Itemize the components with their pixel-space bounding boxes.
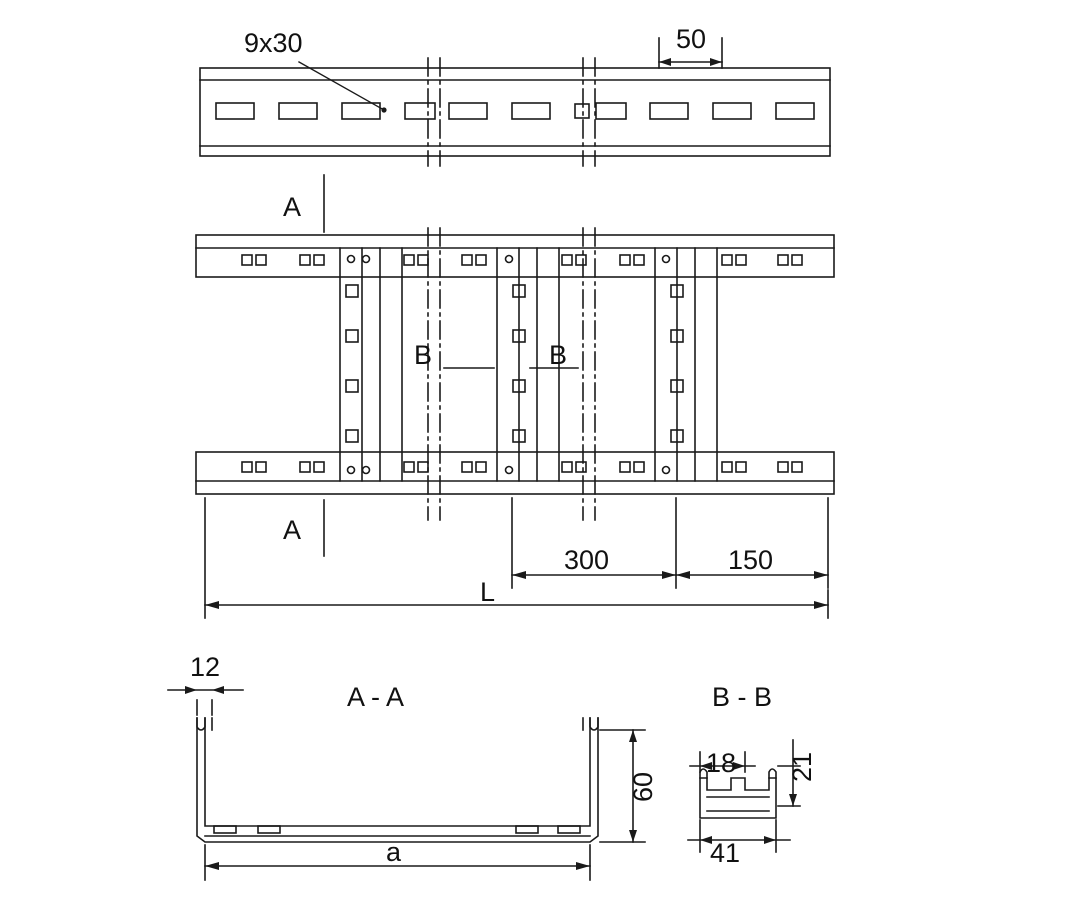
- label-section-aa-title: A - A: [347, 682, 405, 712]
- plan-rung-holes: [346, 285, 683, 442]
- label-dim-300: 300: [564, 545, 610, 575]
- label-section-a-top: A: [283, 192, 302, 222]
- label-dim-150: 150: [728, 545, 774, 575]
- section-aa: [168, 686, 645, 880]
- plan-rung-end-circles: [348, 256, 670, 474]
- label-section-a-bottom: A: [283, 515, 302, 545]
- label-section-b-left: B: [414, 340, 433, 370]
- label-pitch-50: 50: [676, 24, 707, 54]
- plan-rail-fixtures: [242, 255, 802, 472]
- label-dim-18: 18: [706, 748, 737, 778]
- label-section-b-right: B: [549, 340, 568, 370]
- label-dim-12: 12: [190, 652, 221, 682]
- section-bb: [688, 740, 800, 852]
- label-dim-41: 41: [710, 838, 741, 868]
- label-dim-21: 21: [787, 751, 817, 782]
- label-dim-a: a: [386, 837, 402, 867]
- label-section-bb-title: B - B: [712, 682, 773, 712]
- label-dim-L: L: [480, 577, 496, 607]
- dim-300-150: [512, 498, 828, 588]
- label-dim-60: 60: [628, 771, 658, 802]
- plan-rungs: [340, 248, 717, 481]
- top-view-slots: [216, 103, 814, 119]
- label-hole-size: 9x30: [244, 28, 303, 58]
